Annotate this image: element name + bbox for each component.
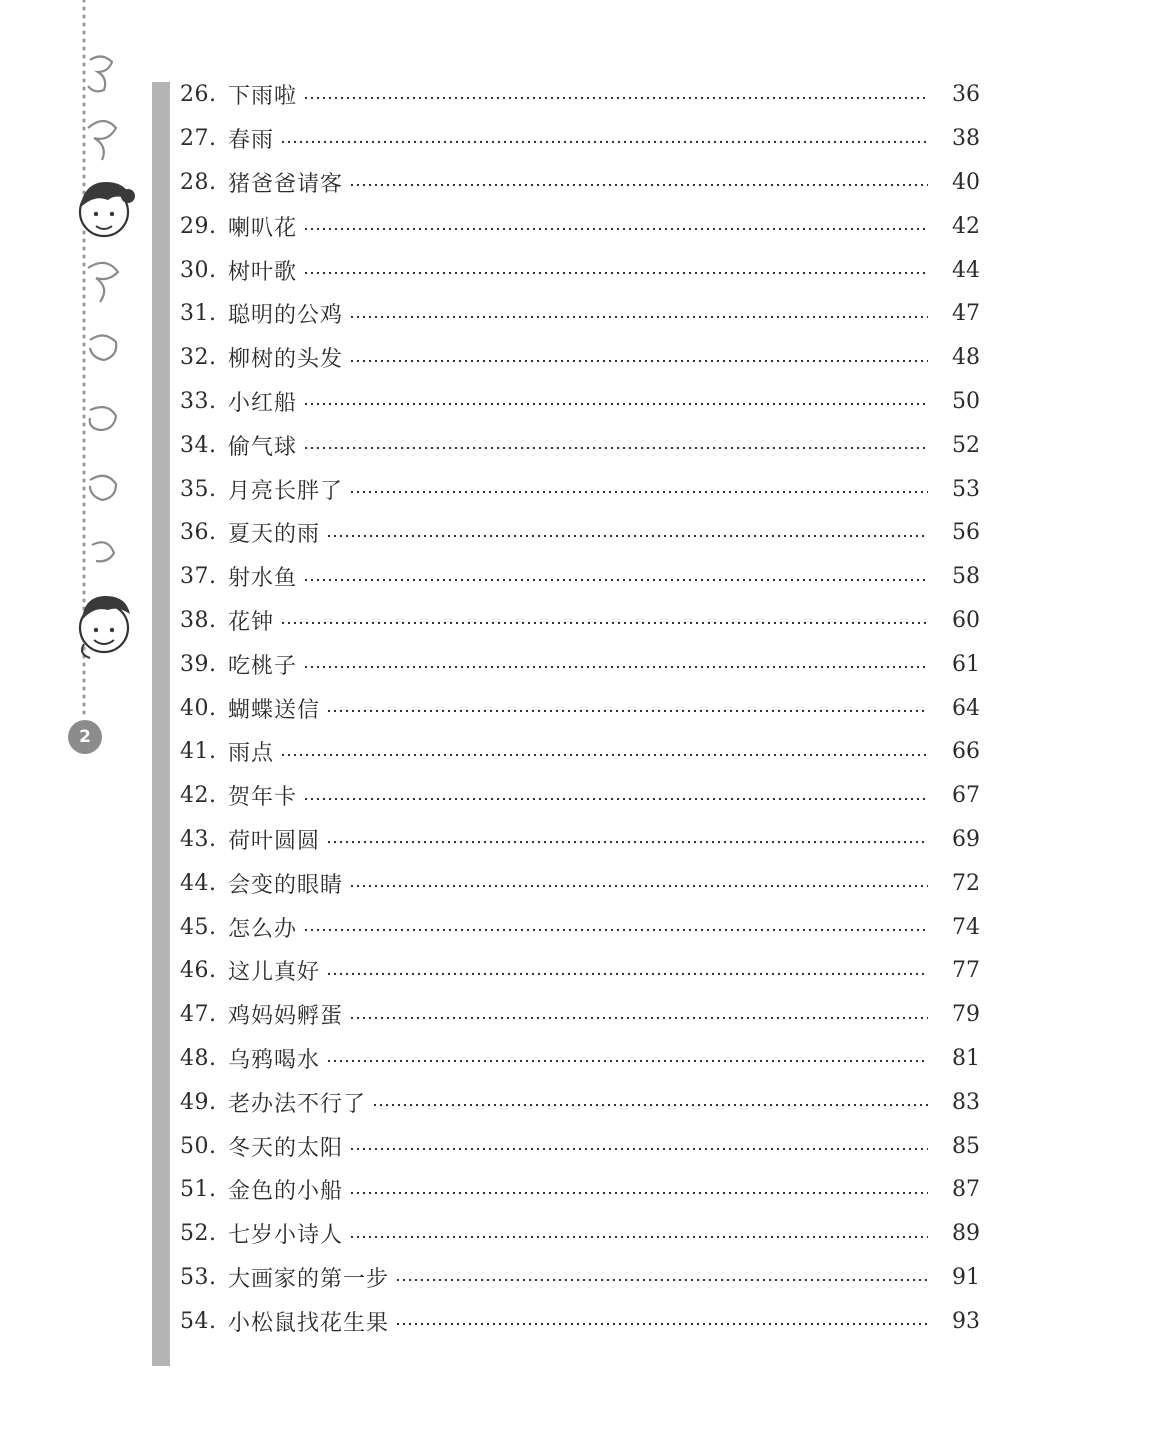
toc-entry — [180, 1168, 980, 1212]
girl-face-icon — [80, 182, 135, 236]
toc-entry — [180, 511, 980, 555]
toc-entry-number: 49. — [180, 1089, 217, 1115]
dot-leader — [395, 1322, 928, 1326]
dot-leader — [303, 402, 928, 406]
dot-leader — [349, 884, 928, 888]
toc-entry-number: 26. — [180, 82, 217, 108]
toc-entry-page: 50 — [952, 388, 980, 414]
toc-entry-number: 38. — [180, 607, 217, 633]
toc-entry — [180, 117, 980, 161]
boy-face-icon — [80, 596, 130, 658]
toc-entry-page: 67 — [952, 783, 980, 809]
toc-entry-number: 41. — [180, 739, 217, 765]
toc-entry-page: 79 — [952, 1002, 980, 1028]
toc-entry-number: 54. — [180, 1308, 217, 1334]
toc-entry-title: 夏天的雨 — [228, 522, 321, 548]
dot-leader — [326, 709, 928, 713]
toc-entry-number: 52. — [180, 1221, 217, 1247]
toc-entry — [180, 1080, 980, 1124]
dot-leader — [303, 446, 928, 450]
toc-entry-title: 月亮长胖了 — [228, 478, 344, 504]
toc-entry-number: 43. — [180, 826, 217, 852]
toc-entry-title: 贺年卡 — [228, 785, 298, 811]
toc-entry-page: 60 — [952, 607, 980, 633]
toc-entry — [180, 642, 980, 686]
margin-bar — [152, 82, 170, 1366]
toc-entry-title: 树叶歌 — [228, 259, 298, 285]
toc-entry — [180, 1256, 980, 1300]
toc-entry-number: 31. — [180, 301, 217, 327]
toc-entry — [180, 1037, 980, 1081]
toc-entry-page: 53 — [952, 476, 980, 502]
toc-entry-page: 48 — [952, 345, 980, 371]
dot-leader — [303, 928, 928, 932]
toc-entry — [180, 818, 980, 862]
toc-entry-title: 偷气球 — [228, 434, 298, 460]
toc-entry — [180, 1124, 980, 1168]
dot-leader — [303, 227, 928, 231]
toc-entry-page: 85 — [952, 1133, 980, 1159]
toc-entry-title: 猪爸爸请客 — [228, 171, 344, 197]
dot-leader — [303, 797, 928, 801]
toc-entry — [180, 204, 980, 248]
table-of-contents — [180, 73, 980, 1343]
toc-entry-page: 56 — [952, 520, 980, 546]
toc-entry-title: 柳树的头发 — [228, 347, 344, 373]
toc-entry-title: 乌鸦喝水 — [228, 1047, 321, 1073]
toc-entry-number: 35. — [180, 476, 217, 502]
toc-entry — [180, 905, 980, 949]
dot-leader — [303, 271, 928, 275]
page-number-badge — [68, 720, 102, 754]
toc-entry-number: 33. — [180, 388, 217, 414]
toc-entry — [180, 555, 980, 599]
dot-leader — [326, 972, 928, 976]
dot-leader — [349, 1147, 928, 1151]
toc-entry-number: 32. — [180, 345, 217, 371]
toc-entry-title: 金色的小船 — [228, 1179, 344, 1205]
toc-entry-title: 喇叭花 — [228, 215, 298, 241]
toc-entry-page: 66 — [952, 739, 980, 765]
dot-leader — [372, 1103, 928, 1107]
toc-entry-page: 74 — [952, 914, 980, 940]
toc-entry-number: 39. — [180, 651, 217, 677]
toc-entry-page: 81 — [952, 1045, 980, 1071]
toc-entry-number: 47. — [180, 1002, 217, 1028]
toc-entry-number: 30. — [180, 257, 217, 283]
toc-entry-page: 69 — [952, 826, 980, 852]
toc-entry-number: 29. — [180, 213, 217, 239]
toc-entry-page: 44 — [952, 257, 980, 283]
toc-entry-title: 怎么办 — [228, 916, 298, 942]
toc-entry-number: 44. — [180, 870, 217, 896]
toc-entry — [180, 292, 980, 336]
dot-leader — [395, 1278, 928, 1282]
toc-entry — [180, 993, 980, 1037]
dot-leader — [349, 1235, 928, 1239]
toc-entry — [180, 599, 980, 643]
toc-entry — [180, 423, 980, 467]
toc-entry-page: 52 — [952, 432, 980, 458]
dot-leader — [349, 183, 928, 187]
dot-leader — [280, 753, 928, 757]
toc-entry-title: 下雨啦 — [228, 84, 298, 110]
toc-entry — [180, 949, 980, 993]
toc-entry-title: 射水鱼 — [228, 566, 298, 592]
toc-entry-page: 89 — [952, 1221, 980, 1247]
toc-entry-title: 会变的眼睛 — [228, 872, 344, 898]
toc-entry-title: 雨点 — [228, 741, 275, 767]
toc-entry-page: 58 — [952, 564, 980, 590]
toc-entry — [180, 686, 980, 730]
toc-entry — [180, 1299, 980, 1343]
toc-entry-title: 小松鼠找花生果 — [228, 1310, 390, 1336]
toc-entry-page: 64 — [952, 695, 980, 721]
toc-entry — [180, 1212, 980, 1256]
toc-entry-page: 36 — [952, 82, 980, 108]
toc-entry-number: 53. — [180, 1264, 217, 1290]
toc-entry — [180, 467, 980, 511]
toc-entry-page: 72 — [952, 870, 980, 896]
toc-entry-page: 40 — [952, 169, 980, 195]
dot-leader — [349, 359, 928, 363]
dotted-border-icon — [60, 0, 140, 760]
toc-entry-number: 40. — [180, 695, 217, 721]
toc-entry-number: 46. — [180, 958, 217, 984]
toc-entry-page: 83 — [952, 1089, 980, 1115]
toc-entry-number: 45. — [180, 914, 217, 940]
toc-entry-number: 36. — [180, 520, 217, 546]
toc-entry — [180, 730, 980, 774]
toc-entry-number: 27. — [180, 126, 217, 152]
toc-entry-page: 91 — [952, 1264, 980, 1290]
outlined-glyph-decoration — [88, 56, 118, 561]
toc-entry — [180, 161, 980, 205]
dot-leader — [303, 578, 928, 582]
dot-leader — [326, 1059, 928, 1063]
toc-entry — [180, 380, 980, 424]
page-number: 2 — [79, 727, 91, 747]
toc-entry-title: 鸡妈妈孵蛋 — [228, 1004, 344, 1030]
dot-leader — [280, 140, 928, 144]
toc-entry-title: 聪明的公鸡 — [228, 303, 344, 329]
toc-entry-title: 这儿真好 — [228, 960, 321, 986]
toc-entry — [180, 774, 980, 818]
toc-entry-title: 老办法不行了 — [228, 1091, 367, 1117]
toc-entry-page: 87 — [952, 1177, 980, 1203]
toc-entry — [180, 861, 980, 905]
toc-entry-title: 冬天的太阳 — [228, 1135, 344, 1161]
dot-leader — [349, 490, 928, 494]
toc-entry-page: 38 — [952, 126, 980, 152]
toc-entry-number: 51. — [180, 1177, 217, 1203]
toc-entry-page: 47 — [952, 301, 980, 327]
toc-entry — [180, 73, 980, 117]
toc-entry-title: 吃桃子 — [228, 653, 298, 679]
toc-entry-title: 大画家的第一步 — [228, 1266, 390, 1292]
dot-leader — [349, 1191, 928, 1195]
dot-leader — [349, 315, 928, 319]
side-decoration — [60, 0, 140, 760]
toc-entry-page: 42 — [952, 213, 980, 239]
toc-entry-title: 七岁小诗人 — [228, 1223, 344, 1249]
dot-leader — [349, 1016, 928, 1020]
dot-leader — [280, 621, 928, 625]
toc-entry-page: 93 — [952, 1308, 980, 1334]
toc-entry-page: 61 — [952, 651, 980, 677]
toc-entry — [180, 248, 980, 292]
toc-entry-number: 42. — [180, 783, 217, 809]
toc-entry-title: 小红船 — [228, 390, 298, 416]
dot-leader — [303, 665, 928, 669]
dot-leader — [326, 534, 928, 538]
toc-entry-number: 48. — [180, 1045, 217, 1071]
dot-leader — [303, 96, 928, 100]
toc-entry-title: 春雨 — [228, 128, 275, 154]
toc-entry-page: 77 — [952, 958, 980, 984]
toc-entry-number: 34. — [180, 432, 217, 458]
toc-entry-number: 50. — [180, 1133, 217, 1159]
toc-entry-title: 荷叶圆圆 — [228, 828, 321, 854]
toc-entry-title: 花钟 — [228, 609, 275, 635]
dot-leader — [326, 840, 928, 844]
toc-entry-number: 28. — [180, 169, 217, 195]
toc-entry-title: 蝴蝶送信 — [228, 697, 321, 723]
toc-entry-number: 37. — [180, 564, 217, 590]
toc-entry — [180, 336, 980, 380]
